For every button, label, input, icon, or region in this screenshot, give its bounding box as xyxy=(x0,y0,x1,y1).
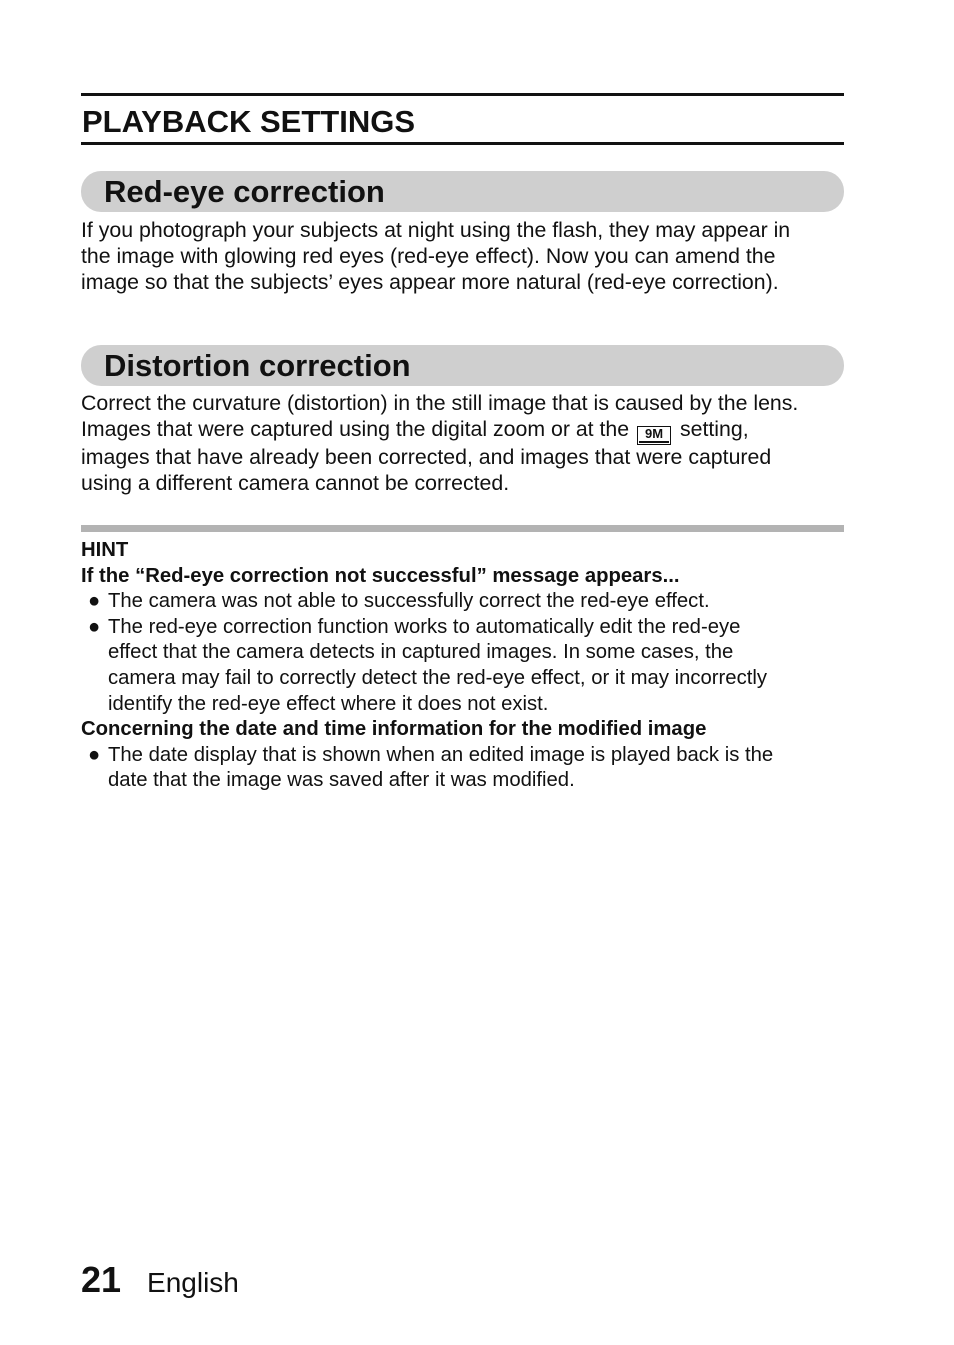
page-footer xyxy=(81,1258,239,1305)
paragraph-line: image so that the subjects’ eyes appear more natural (red-eye correction). xyxy=(81,269,779,294)
paragraph-line: If you photograph your subjects at night using the flash, they may appear in xyxy=(81,218,791,242)
section-header-red-eye xyxy=(81,171,844,212)
bullet-icon: ● xyxy=(88,743,101,766)
distortion-description xyxy=(81,391,851,496)
section-heading: Distortion correction xyxy=(104,348,411,383)
section-heading: Red-eye correction xyxy=(104,174,385,209)
hint-box xyxy=(81,538,851,794)
resolution-9m-icon: 9M xyxy=(637,426,671,445)
paragraph-text: setting, xyxy=(679,416,749,441)
paragraph-line: the image with glowing red eyes (red-eye effect). Now you can amend the xyxy=(81,243,776,268)
list-item-text: The camera was not able to successfully correct the red-eye effect. xyxy=(108,590,710,613)
paragraph-line: using a different camera cannot be corrected. xyxy=(81,470,510,495)
list-item xyxy=(81,743,851,794)
hint-label: HINT xyxy=(81,539,129,561)
page-title: PLAYBACK SETTINGS xyxy=(82,104,416,139)
list-item-text: The red-eye correction function works to automatically edit the red-eye xyxy=(108,615,741,638)
red-eye-description xyxy=(81,218,851,295)
paragraph-line-with-icon xyxy=(81,417,851,445)
list-item-text: date that the image was saved after it was modified. xyxy=(108,769,575,792)
bullet-icon: ● xyxy=(88,590,101,613)
paragraph-text: Images that were captured using the digital zoom or at the xyxy=(81,416,630,441)
hint-subheading: Concerning the date and time information for the modified image xyxy=(81,718,707,741)
list-item xyxy=(81,615,851,717)
section-header-distortion xyxy=(81,345,844,386)
list-item-text: identify the red-eye effect where it does not exist. xyxy=(108,692,549,715)
bullet-icon: ● xyxy=(88,615,101,638)
hint-subheading: If the “Red-eye correction not successful” message appears... xyxy=(81,564,680,587)
hint-divider xyxy=(81,525,844,532)
language-label: English xyxy=(147,1267,239,1298)
list-item xyxy=(81,589,851,615)
page-number: 21 xyxy=(81,1259,122,1300)
list-item-text: effect that the camera detects in captured images. In some cases, the xyxy=(108,641,734,664)
page-title-banner xyxy=(81,93,844,145)
list-item-text: The date display that is shown when an edited image is played back is the xyxy=(108,743,774,766)
paragraph-line: Correct the curvature (distortion) in the still image that is caused by the lens. xyxy=(81,391,799,415)
list-item-text: camera may fail to correctly detect the red-eye effect, or it may incorrectly xyxy=(108,666,768,689)
paragraph-line: images that have already been corrected, and images that were captured xyxy=(81,444,772,469)
